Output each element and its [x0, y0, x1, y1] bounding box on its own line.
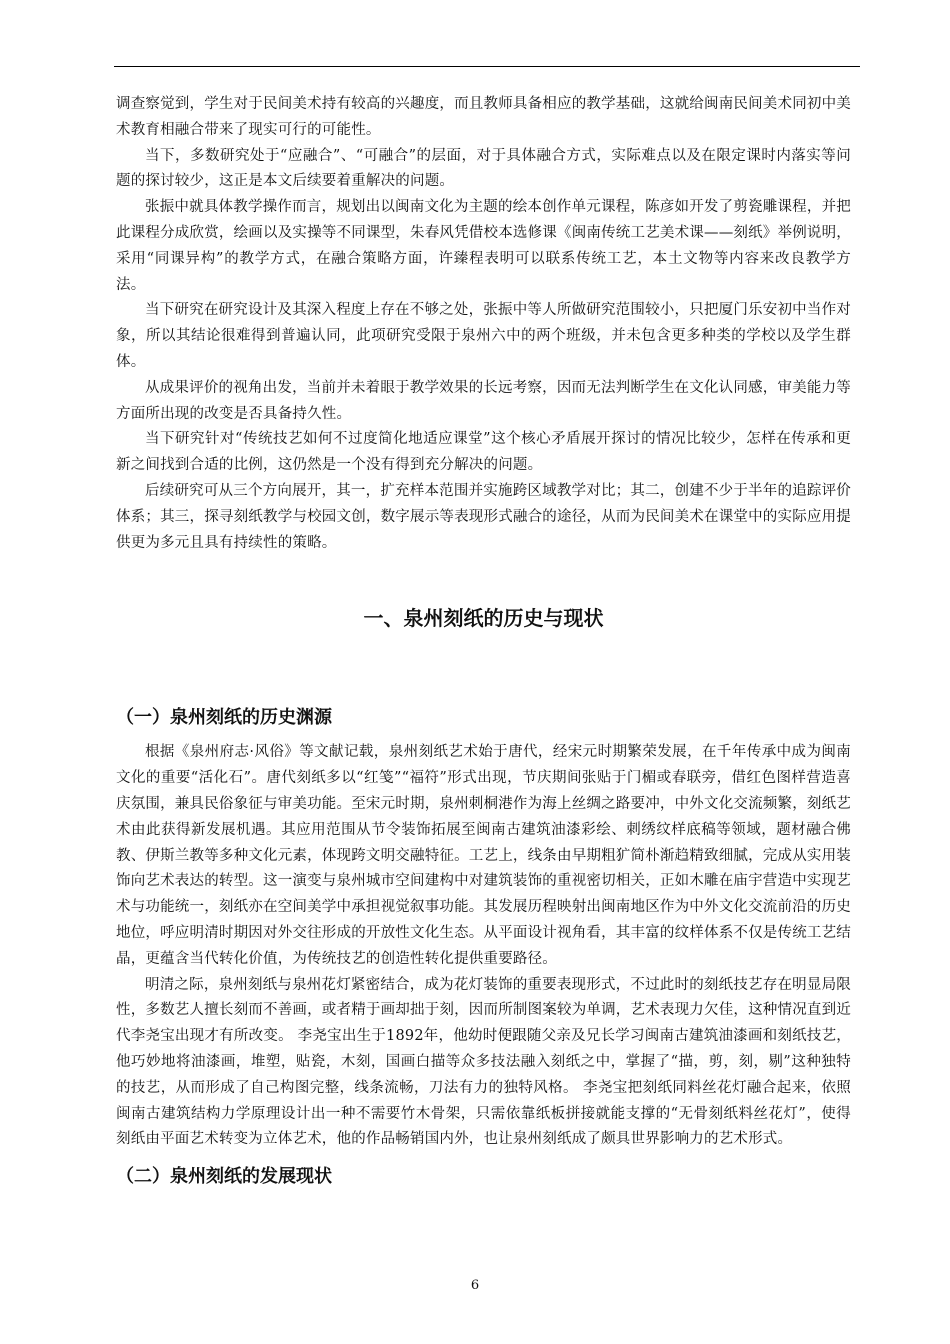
page-number: 6 [470, 1278, 480, 1293]
body-paragraph: 调查察觉到，学生对于民间美术持有较高的兴趣度，而且教师具备相应的教学基础，这就给闽南民间美术同初中美术教育相融合带来了现实可行的可能性。 [116, 96, 851, 138]
chapter-heading: 一、泉州刻纸的历史与现状 [363, 606, 604, 631]
body-paragraph: 后续研究可从三个方向展开，其一，扩充样本范围并实施跨区域教学对比；其二，创建不少于半年的追踪评价体系；其三，探寻刻纸教学与校园文创，数字展示等表现形式融合的途径，从而为民间美术在课堂中的实际应用提供更为多元且具有持续性的策略。 [116, 482, 851, 551]
body-paragraph: 当下研究在研究设计及其深入程度上存在不够之处，张振中等人所做研究范围较小，只把厦门乐安初中当作对象，所以其结论很难得到普遍认同，此项研究受限于泉州六中的两个班级，并未包含更多种类的学校以及学生群体。 [116, 302, 851, 370]
body-paragraph: 当下，多数研究处于“应融合”、“可融合”的层面，对于具体融合方式，实际难点以及在限定课时内落实等问题的探讨较少，这正是本文后续要着重解决的问题。 [116, 147, 851, 190]
section-heading-status: （二）泉州刻纸的发展现状 [116, 1166, 332, 1188]
page-body [116, 92, 851, 1191]
body-paragraph: 张振中就具体教学操作而言，规划出以闽南文化为主题的绘本创作单元课程，陈彦如开发了剪瓷雕课程，并把此课程分成欣赏，绘画以及实操等不同课型，朱春风凭借校本选修课《闽南传统工艺美术课——刻纸》举例说明，采用“同课异构”的教学方式，在融合策略方面，许臻程表明可以联系传统工艺，本土文物等内容来改良教学方法。 [116, 199, 851, 293]
body-paragraph: 明清之际，泉州刻纸与泉州花灯紧密结合，成为花灯装饰的重要表现形式，不过此时的刻纸技艺存在明显局限性，多数艺人擅长刻而不善画，或者精于画却拙于刻，因而所制图案较为单调，艺术表现力欠佳，这种情况直到近代李尧宝出现才有所改变。 李尧宝出生于1892年，他幼时便跟随父亲及兄长学习闽南古建筑油漆画和刻纸技艺，他巧妙地将油漆画，堆塑，贴瓷，木刻，国画白描等众多技法融入刻纸之中，掌握了“描，剪，刻，剔”这种独特的技艺，从而形成了自己构图完整，线条流畅，刀法有力的独特风格。 李尧宝把刻纸同料丝花灯融合起来，依照闽南古建筑结构力学原理设计出一种不需要竹木骨架，只需依靠纸板拼接就能支撑的“无骨刻纸料丝花灯”，使得刻纸由平面艺术转变为立体艺术，他的作品畅销国内外，也让泉州刻纸成了颇具世界影响力的艺术形式。 [116, 976, 851, 1148]
body-paragraph: 当下研究针对“传统技艺如何不过度简化地适应课堂”这个核心矛盾展开探讨的情况比较少，怎样在传承和更新之间找到合适的比例，这仍然是一个没有得到充分解决的问题。 [116, 431, 851, 474]
body-paragraph: 从成果评价的视角出发，当前并未着眼于教学效果的长远考察，因而无法判断学生在文化认同感，审美能力等方面所出现的改变是否具备持久性。 [116, 379, 851, 422]
header-rule [114, 66, 860, 67]
section-heading-history: （一）泉州刻纸的历史渊源 [116, 707, 332, 729]
body-paragraph: 根据《泉州府志·风俗》等文献记载，泉州刻纸艺术始于唐代，经宋元时期繁荣发展，在千年传承中成为闽南文化的重要“活化石”。唐代刻纸多以“红笺”“福符”形式出现，节庆期间张贴于门楣或春联旁，借红色图样营造喜庆氛围，兼具民俗象征与审美功能。至宋元时期，泉州刺桐港作为海上丝绸之路要冲，中外文化交流频繁，刻纸艺术由此获得新发展机遇。其应用范围从节令装饰拓展至闽南古建筑油漆彩绘、刺绣纹样底稿等领域，题材融合佛教、伊斯兰教等多种文化元素，体现跨文明交融特征。工艺上，线条由早期粗犷简朴渐趋精致细腻，完成从实用装饰向艺术表达的转型。这一演变与泉州城市空间建构中对建筑装饰的重视密切相关，正如木雕在庙宇营造中实现艺术与功能统一，刻纸亦在空间美学中承担视觉叙事功能。其发展历程映射出闽南地区作为中外文化交流前沿的历史地位，呼应明清时期因对外交往形成的开放性文化生态。从平面设计视角看，其丰富的纹样体系不仅是传统工艺结晶，更蕴含当代转化价值，为传统技艺的创造性转化提供重要路径。 [116, 744, 851, 967]
